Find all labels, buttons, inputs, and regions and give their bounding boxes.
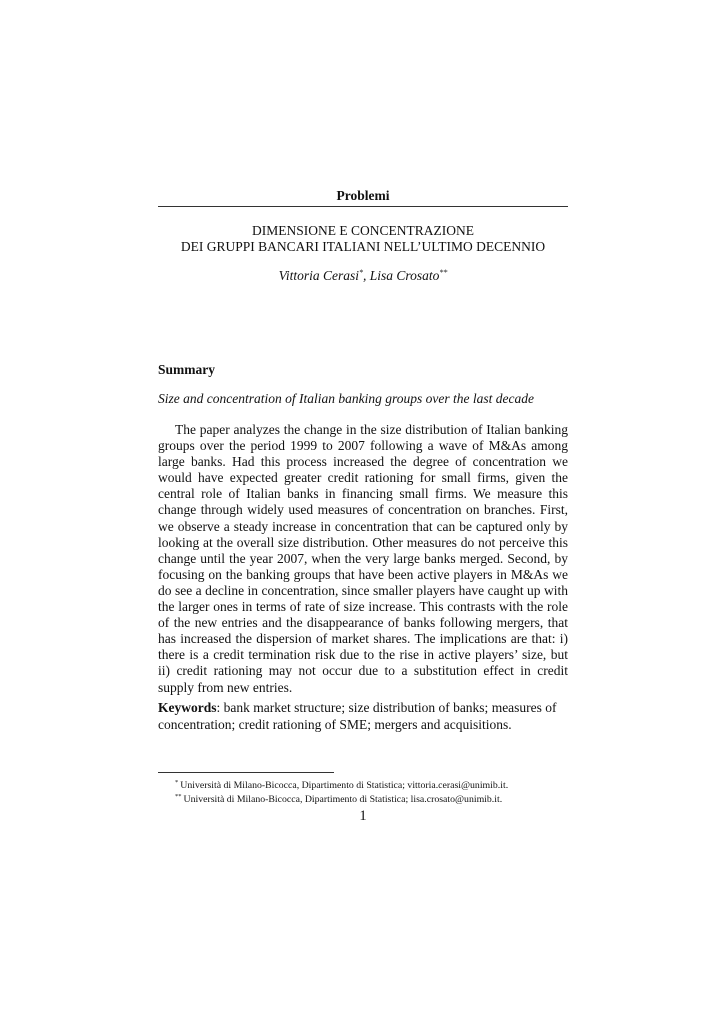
footnotes xyxy=(158,779,568,807)
author-separator: , xyxy=(362,268,370,283)
author-name-1: Vittoria Cerasi xyxy=(278,268,359,283)
paper-title xyxy=(158,223,568,255)
footnote-mark-2: ** xyxy=(175,793,182,800)
footnote-2 xyxy=(158,793,568,807)
footnote-1 xyxy=(158,779,568,793)
keywords-paragraph xyxy=(158,700,568,733)
keywords-text: : bank market structure; size distribution of banks; measures of concentration; credit rationing of SME; mergers and acquisitions. xyxy=(158,700,557,732)
page-number: 1 xyxy=(359,808,367,824)
summary-subtitle: Size and concentration of Italian banking groups over the last decade xyxy=(158,391,534,406)
summary-heading: Summary xyxy=(158,362,215,377)
abstract-paragraph: The paper analyzes the change in the size distribution of Italian banking groups over the period 1999 to 2007 following a wave of M&As among large banks. Had this process increased the degree of concentration we would have expected greater credit rationing for small firms, given the central role of Italian banks in financing small firms. We measure this change through widely used measures of concentration on branches. First, we observe a steady increase in concentration that can be captured only by looking at the overall size distribution. Other measures do not perceive this change until the year 2007, when the very large banks merged. Second, by focusing on the banking groups that have been active players in M&As we do see a decline in concentration, since smaller players have caught up with the larger ones in terms of rate of size increase. This contrasts with the role of the new entries and the disappearance of banks following mergers, that has increased the dispersion of market shares. The implications are that: i) there is a credit termination risk due to the rise in active players’ size, but ii) credit rationing may not occur due to a substitution effect in credit supply from new entries. xyxy=(158,422,568,695)
author-name-2: Lisa Crosato xyxy=(369,268,440,283)
journal-section-title: Problemi xyxy=(336,188,390,203)
footnote-text-1: Università di Milano-Bicocca, Dipartimento di Statistica; vittoria.cerasi@unimib.it. xyxy=(180,780,509,791)
author-mark-2: ** xyxy=(439,268,448,277)
footnote-text-2: Università di Milano-Bicocca, Dipartimento di Statistica; lisa.crosato@unimib.it. xyxy=(183,794,503,805)
author-mark-1: * xyxy=(358,268,363,277)
keywords-label: Keywords xyxy=(158,700,217,715)
header-divider xyxy=(158,206,568,207)
footnote-mark-1: * xyxy=(175,779,179,786)
footnote-divider xyxy=(158,772,334,773)
author-list xyxy=(158,268,568,284)
paper-title-line-1: DIMENSIONE E CONCENTRAZIONE xyxy=(252,223,474,238)
paper-title-line-2: DEI GRUPPI BANCARI ITALIANI NELL’ULTIMO DECENNIO xyxy=(180,239,546,254)
